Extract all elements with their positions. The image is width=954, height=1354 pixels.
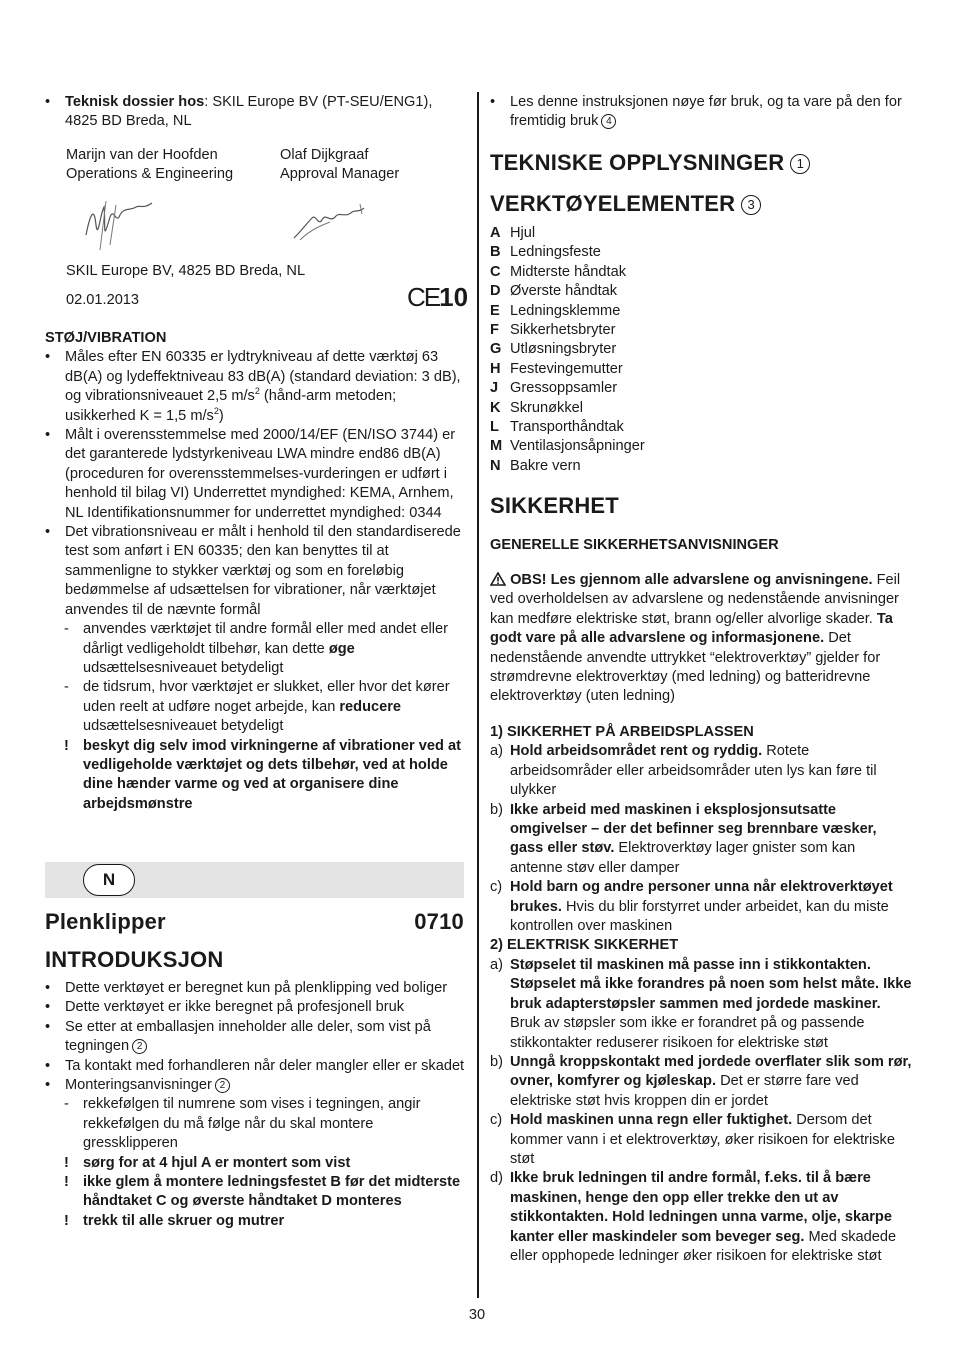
tech-heading: TEKNISKE OPPLYSNINGER 1 (490, 150, 810, 176)
product-code: 0710 (414, 909, 464, 934)
signer-name: Marijn van der Hoofden (66, 147, 218, 163)
part-item: L Transporthåndtak (490, 419, 624, 436)
figure-ref: 3 (741, 195, 761, 215)
safety-rule: a) Støpselet til maskinen må passe inn i stikkontakten. Støpselet må ikke forandres på noen som helst måte. Ikke bruk adapterstøpsler sammen med jordede maskiner. Bruk av støpsler som ikke er forandret på og passende stikkontakter reduserer risikoen for elektriske støt (490, 956, 912, 1051)
intro-section (45, 979, 465, 1231)
safety-rule: c) Hold maskinen unna regn eller fuktighet. Dersom det kommer vann i et elektroverktøy, øker risikoen for elektriske støt (490, 1112, 895, 1167)
safety-rule: a) Hold arbeidsområdet rent og ryddig. Rotete arbeidsområder eller arbeidsområder uten lys kan føre til ulykker (490, 743, 877, 799)
noise-item-1: • Måles efter EN 60335 er lydtrykniveau af dette værktøj 63 dB(A) og lydeffektniveau 83 dB(A) (standard deviation: 3 dB), og vibrationsniveauet 2,5 $m/s^2$ (hånd-arm metoden; usikkerhed K = 1,5 $m/s^2$) (45, 348, 465, 426)
dossier-item (45, 93, 465, 132)
ce-mark: CE10 (407, 282, 469, 312)
assembly-warning: ! ikke glem å montere ledningsfestet B før det midterste håndtaket C og øverste håndtaket D monteres (64, 1174, 461, 1210)
signer-role: Approval Manager (280, 166, 400, 183)
signer-role: Operations & Engineering (66, 166, 234, 183)
intro-heading: INTRODUKSJON (45, 947, 224, 972)
warning-icon (490, 572, 506, 586)
obs-paragraph: OBS! Les gjennom alle advarslene og anvisningene. Feil ved overholdelsen av advarslene og nedenstående anvisninger kan medføre elektriske støt, brann og/eller alvorlige skader. Ta godt vare på alle advarslene og informasjonene. Det nedenstående anvendte uttrykket “elektroverktøy” gjelder for strømdrevne elektroverktøy (med ledning) og batteridrevne elektroverktøy (uten ledning) (490, 572, 901, 705)
page-number: 30 (468, 1307, 486, 1323)
electric-heading: 2) ELEKTRISK SIKKERHET (490, 937, 679, 954)
company-address: SKIL Europe BV, 4825 BD Breda, NL (66, 263, 306, 279)
assembly-sub: - rekkefølgen til numrene som vises i tegningen, angir rekkefølgen du må følge når du skal montere gressklipperen (64, 1096, 421, 1152)
signer-name: Olaf Dijkgraaf (280, 147, 369, 163)
noise-warning: ! beskyt dig selv imod virkningerne af vibrationer ved at vedligeholde værktøjet og dets tilbehør, ved at holde dine hænder varme og ved at organisere dine arbejdsmønstre (64, 737, 461, 812)
intro-item: • Dette verktøyet er ikke beregnet på profesjonell bruk (45, 998, 465, 1017)
noise-heading: STØJ/VIBRATION (45, 330, 167, 346)
part-item: D Øverste håndtak (490, 283, 618, 300)
part-item: M Ventilasjonsåpninger (490, 438, 645, 455)
dossier-label: Teknisk dossier hos (65, 94, 205, 110)
assembly-warning: ! trekk til alle skruer og mutrer (64, 1212, 285, 1229)
intro-item: • Monteringsanvisninger 2 (45, 1076, 465, 1095)
product-name: Plenklipper (45, 909, 166, 934)
part-item: K Skrunøkkel (490, 399, 583, 416)
elements-heading: VERKTØYELEMENTER 3 (490, 191, 761, 217)
safety-rule: d) Ikke bruk ledningen til andre formål, f.eks. til å bære maskinen, henge den opp eller trekke den ut av stikkontakten. Hold ledningen unna varme, olje, skarpe kanter eller maskindeler som beveger seg. Med skadede eller opphopede ledninger øker risikoen for elektriske støt (490, 1170, 897, 1264)
intro-item: • Ta kontakt med forhandleren når deler mangler eller er skadet (45, 1057, 465, 1076)
part-item: F Sikkerhetsbryter (490, 322, 616, 339)
signer-1 (66, 146, 266, 185)
read-instructions: • Les denne instruksjonen nøye før bruk, og ta vare på den for fremtidig bruk 4 (490, 93, 910, 132)
dossier-text: : SKIL Europe BV (PT-SEU/ENG1), 4825 BD Breda, NL (65, 94, 433, 130)
part-item: J Gressoppsamler (490, 380, 618, 397)
part-item: B Ledningsfeste (490, 244, 601, 261)
part-item: A Hjul (490, 225, 536, 241)
noise-section (45, 329, 465, 814)
signer-2 (280, 146, 470, 185)
figure-ref: 2 (132, 1039, 147, 1054)
part-item: N Bakre vern (490, 457, 581, 474)
noise-sub-2: - de tidsrum, hvor værktøjet er slukket, eller hvor det kører uden reelt at udføre noget arbejde, kan reducere udsættelsesniveauet betydeligt (64, 679, 450, 735)
intro-item: • Se etter at emballasjen inneholder alle deler, som vist på tegningen 2 (45, 1018, 465, 1057)
safety-rule: b) Unngå kroppskontakt med jordede overflater slik som rør, ovner, komfyrer og kjøleskap. Det er større fare ved elektriske støt hvis kroppen din er jordet (490, 1053, 912, 1109)
figure-ref: 1 (790, 154, 810, 174)
assembly-warning: ! sørg for at 4 hjul A er montert som vist (64, 1154, 351, 1171)
general-heading: GENERELLE SIKKERHETSANVISNINGER (490, 537, 779, 553)
part-item: E Ledningsklemme (490, 302, 621, 319)
signature-2 (290, 200, 370, 245)
safety-rules (490, 723, 912, 1266)
column-divider (477, 92, 479, 1298)
declaration-date: 02.01.2013 (66, 292, 140, 308)
part-item: H Festevingemutter (490, 360, 623, 377)
figure-ref: 4 (601, 114, 616, 129)
intro-item: • Dette verktøyet er beregnet kun på plenklipping ved boliger (45, 979, 465, 998)
workplace-heading: 1) SIKKERHET PÅ ARBEIDSPLASSEN (490, 724, 754, 740)
safety-heading: SIKKERHET (490, 493, 619, 518)
safety-rule: b) Ikke arbeid med maskinen i eksplosjonsutsatte omgivelser – der det befinner seg brennbare væsker, gass eller støv. Elektroverktøy lager gnister som kan antenne støv eller damper (490, 801, 877, 876)
noise-item-3: • Det vibrationsniveau er målt i henhold til den standardiserede test som anført i EN 60335; den kan benyttes til at sammenligne to stykker værktøj og som en foreløbig bedømmelse af udsættelsen for vibrationer, når værktøjet anvendes til de nævnte formål (45, 523, 465, 620)
noise-sub-1: - anvendes værktøjet til andre formål eller med andet eller dårligt vedligeholdt tilbehør, kan dette øge udsættelsesniveauet betydeligt (64, 621, 449, 676)
figure-ref: 2 (215, 1078, 230, 1093)
part-item: G Utløsningsbryter (490, 341, 617, 358)
noise-item-2: • Målt i overensstemmelse med 2000/14/EF (EN/ISO 3744) er det garanterede lydstyrkeniveau LWA mindre end86 dB(A) (proceduren for overensstemmelses-vurderingen er udført i henhold til bilag VI) Underrettet myndighed: KEMA, Arnhem, NL Identifikationsnummer for underrettet myndighed: 0344 (45, 426, 465, 523)
safety-rule: c) Hold barn og andre personer unna når elektroverktøyet brukes. Hvis du blir forstyrret under arbeidet, kan du miste kontrollen over maskinen (490, 879, 893, 935)
signature-1 (80, 195, 160, 255)
parts-list (490, 224, 910, 476)
part-item: C Midterste håndtak (490, 263, 627, 280)
language-badge: N (83, 864, 135, 896)
